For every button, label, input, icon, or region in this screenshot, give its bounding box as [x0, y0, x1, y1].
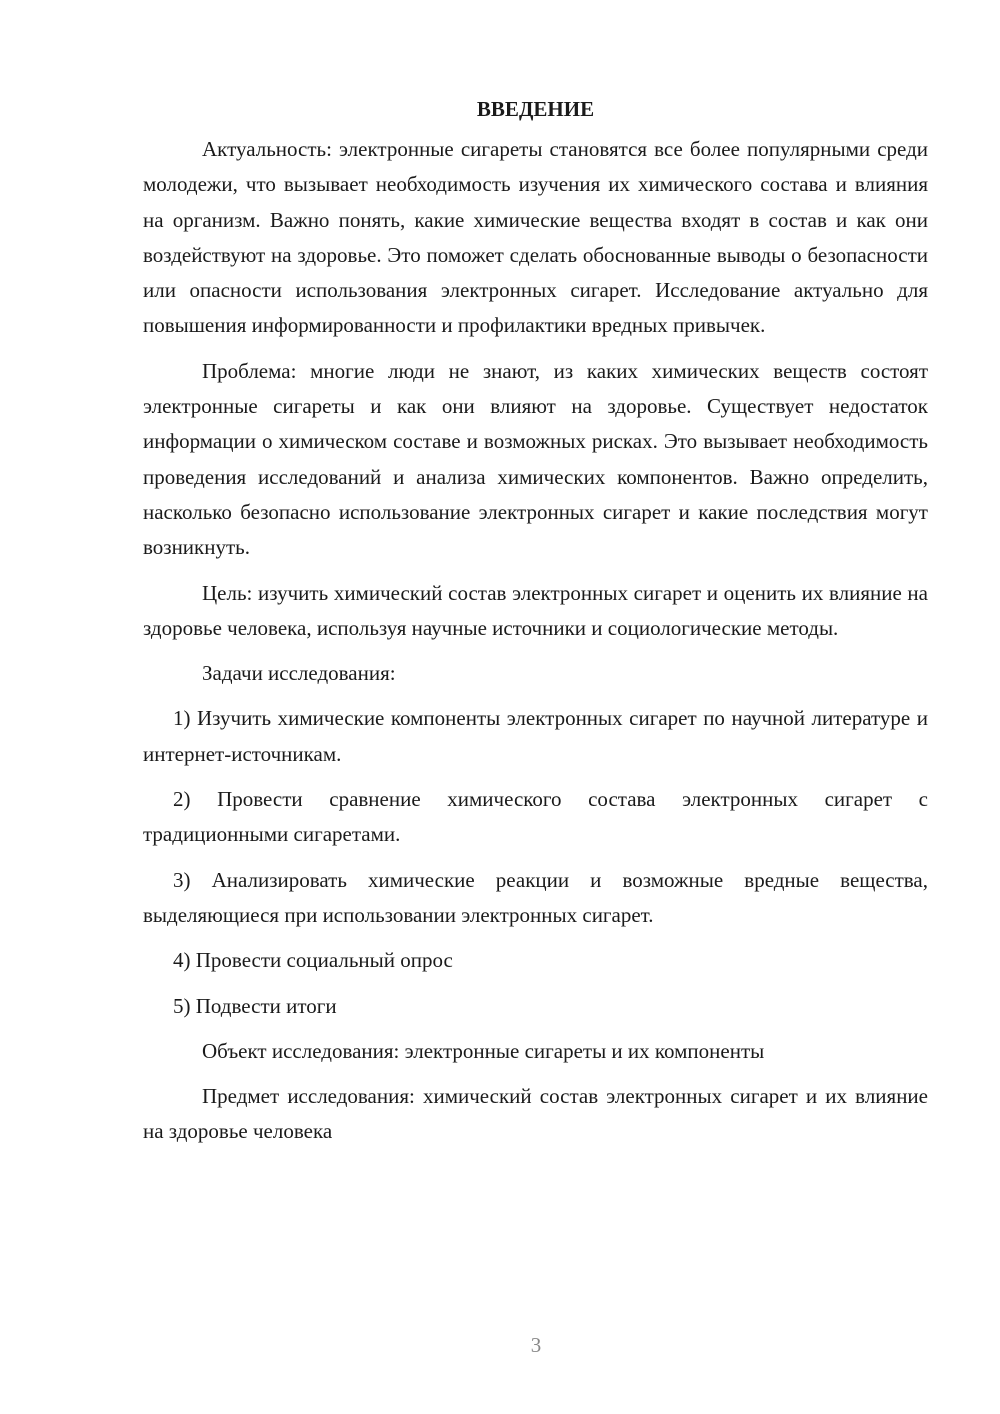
page-number: 3	[530, 1333, 542, 1357]
relevance-paragraph: Актуальность: электронные сигареты становятся все более популярными среди молодежи, что вызывает необходимость изучения их химического состава и влияния на организм. Важно понять, какие химические вещества входят в состав и как они воздействуют на здоровье. Это поможет сделать обоснованные выводы о безопасности или опасности использования электронных сигарет. Исследование актуально для повышения информированности и профилактики вредных привычек.	[143, 137, 928, 338]
problem-paragraph: Проблема: многие люди не знают, из каких химических веществ состоят электронные сигареты и как они влияют на здоровье. Существует недостаток информации о химическом составе и возможных рисках. Это вызывает необходимость проведения исследований и анализа химических компонентов. Важно определить, насколько безопасно использование электронных сигарет и какие последствия могут возникнуть.	[143, 358, 928, 560]
research-subject-paragraph: Предмет исследования: химический состав электронных сигарет и их влияние на здоровье человека	[143, 1084, 928, 1144]
section-title: ВВЕДЕНИЕ	[476, 97, 595, 121]
research-object-paragraph: Объект исследования: электронные сигареты и их компоненты	[202, 1038, 765, 1063]
task-item: 1) Изучить химические компоненты электронных сигарет по научной литературе и интернет-источникам.	[143, 706, 928, 766]
task-item: 3) Анализировать химические реакции и возможные вредные вещества, выделяющиеся при использовании электронных сигарет.	[143, 867, 928, 927]
document-page	[143, 92, 928, 1160]
task-item: 2) Провести сравнение химического состава электронных сигарет с традиционными сигаретами.	[143, 787, 928, 847]
task-item: 4) Провести социальный опрос	[173, 948, 453, 973]
task-item: 5) Подвести итоги	[173, 993, 337, 1018]
goal-paragraph: Цель: изучить химический состав электронных сигарет и оценить их влияние на здоровье человека, используя научные источники и социологические методы.	[143, 580, 928, 640]
tasks-heading: Задачи исследования:	[202, 661, 396, 686]
